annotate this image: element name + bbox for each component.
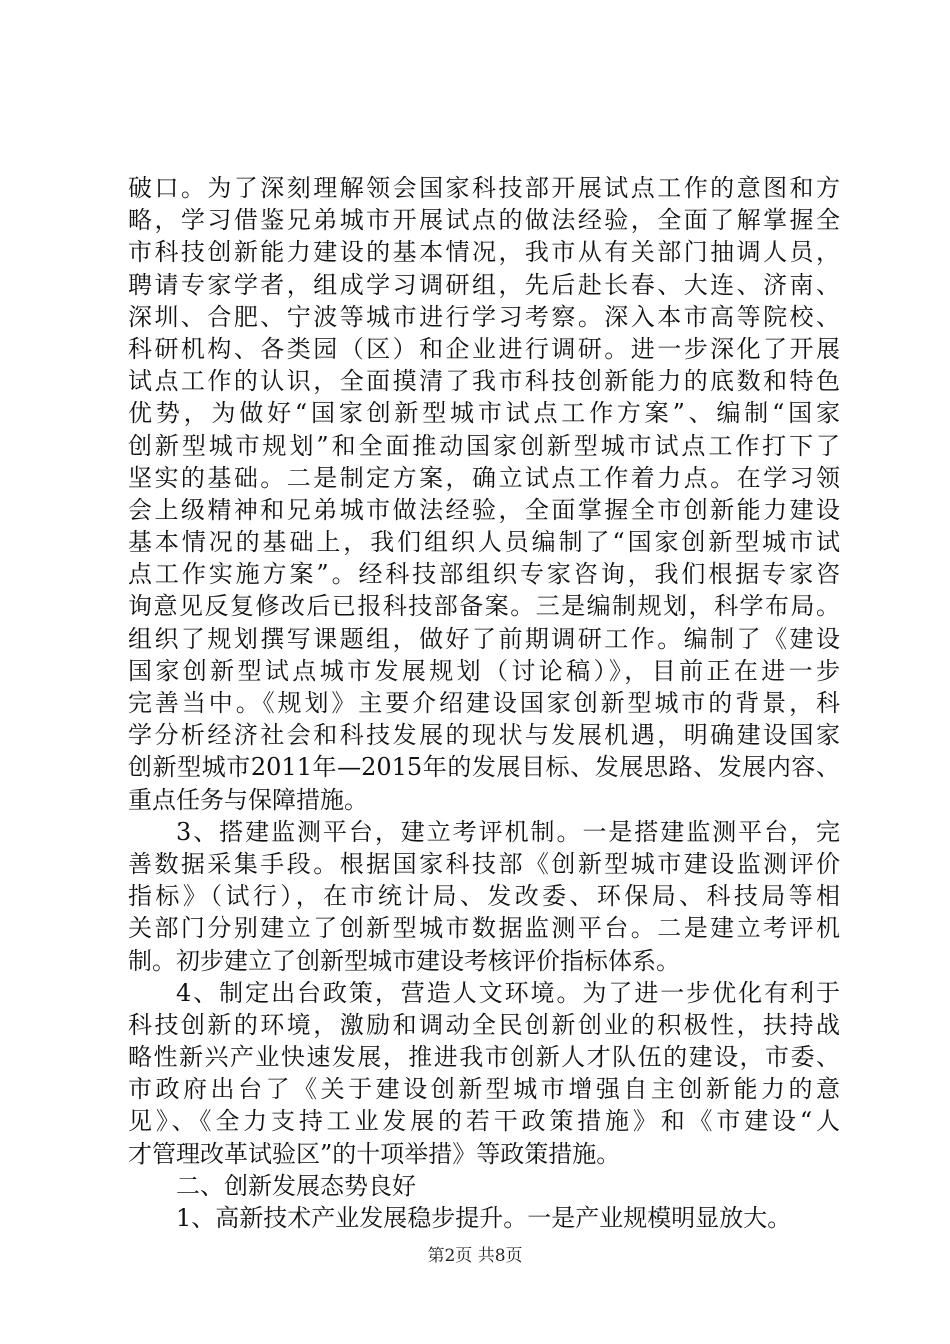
text-line: 完善当中。《规划》主要介绍建设国家创新型城市的背景，科 — [128, 689, 840, 717]
text-line: 会上级精神和兄弟城市做法经验，全面掌握全市创新能力建设 — [128, 495, 840, 524]
text-line: 见》、《全力支持工业发展的若干政策措施》和《市建设“人 — [128, 1107, 840, 1136]
text-line: 基本情况的基础上，我们组织人员编制了“国家创新型城市试 — [128, 528, 840, 557]
text-line: 学分析经济社会和科技发展的现状与发展机遇，明确建设国家 — [128, 721, 840, 750]
text-line: 制。初步建立了创新型城市建设考核评价指标体系。 — [128, 946, 680, 975]
text-line: 点工作实施方案”。经科技部组织专家咨询，我们根据专家咨 — [128, 560, 840, 589]
text-line: 二、创新发展态势良好 — [176, 1171, 416, 1200]
text-line: 善数据采集手段。根据国家科技部《创新型城市建设监测评价 — [128, 849, 840, 878]
text-line: 略，学习借鉴兄弟城市开展试点的做法经验，全面了解掌握全 — [128, 206, 840, 235]
text-line: 市政府出台了《关于建设创新型城市增强自主创新能力的意 — [128, 1075, 840, 1104]
text-line: 4、制定出台政策，营造人文环境。为了进一步优化有利于 — [176, 978, 840, 1007]
text-line: 市科技创新能力建设的基本情况，我市从有关部门抽调人员， — [128, 238, 840, 267]
text-line: 创新型城市2011年—2015年的发展目标、发展思路、发展内容、 — [128, 753, 840, 782]
text-line: 创新型城市规划”和全面推动国家创新型城市试点工作打下了 — [128, 431, 840, 460]
text-line: 指标》（试行），在市统计局、发改委、环保局、科技局等相 — [128, 882, 840, 911]
document-body — [128, 172, 840, 1234]
text-line: 优势，为做好“国家创新型城市试点工作方案”、编制“国家 — [128, 399, 840, 428]
text-line: 聘请专家学者，组成学习调研组，先后赴长春、大连、济南、 — [128, 270, 840, 299]
page-footer: 第2页 共8页 — [427, 1246, 523, 1266]
text-line: 1、高新技术产业发展稳步提升。一是产业规模明显放大。 — [176, 1204, 792, 1232]
text-line: 询意见反复修改后已报科技部备案。三是编制规划，科学布局。 — [128, 592, 840, 621]
text-line: 坚实的基础。二是制定方案，确立试点工作着力点。在学习领 — [128, 463, 840, 492]
text-line: 科研机构、各类园（区）和企业进行调研。进一步深化了开展 — [128, 334, 840, 363]
text-line: 才管理改革试验区”的十项举措》等政策措施。 — [128, 1139, 621, 1168]
text-line: 国家创新型试点城市发展规划（讨论稿）》，目前正在进一步 — [128, 656, 840, 685]
text-line: 试点工作的认识，全面摸清了我市科技创新能力的底数和特色 — [128, 367, 840, 396]
text-line: 深圳、合肥、宁波等城市进行学习考察。深入本市高等院校、 — [128, 302, 840, 331]
text-line: 组织了规划撰写课题组，做好了前期调研工作。编制了《建设 — [128, 624, 840, 653]
text-line: 略性新兴产业快速发展，推进我市创新人才队伍的建设，市委、 — [128, 1043, 840, 1072]
text-line: 关部门分别建立了创新型城市数据监测平台。二是建立考评机 — [128, 914, 840, 943]
text-line: 破口。为了深刻理解领会国家科技部开展试点工作的意图和方 — [128, 174, 840, 202]
text-line: 重点任务与保障措施。 — [128, 785, 368, 814]
text-line: 科技创新的环境，激励和调动全民创新创业的积极性，扶持战 — [128, 1010, 840, 1039]
text-line: 3、搭建监测平台，建立考评机制。一是搭建监测平台，完 — [176, 817, 840, 846]
